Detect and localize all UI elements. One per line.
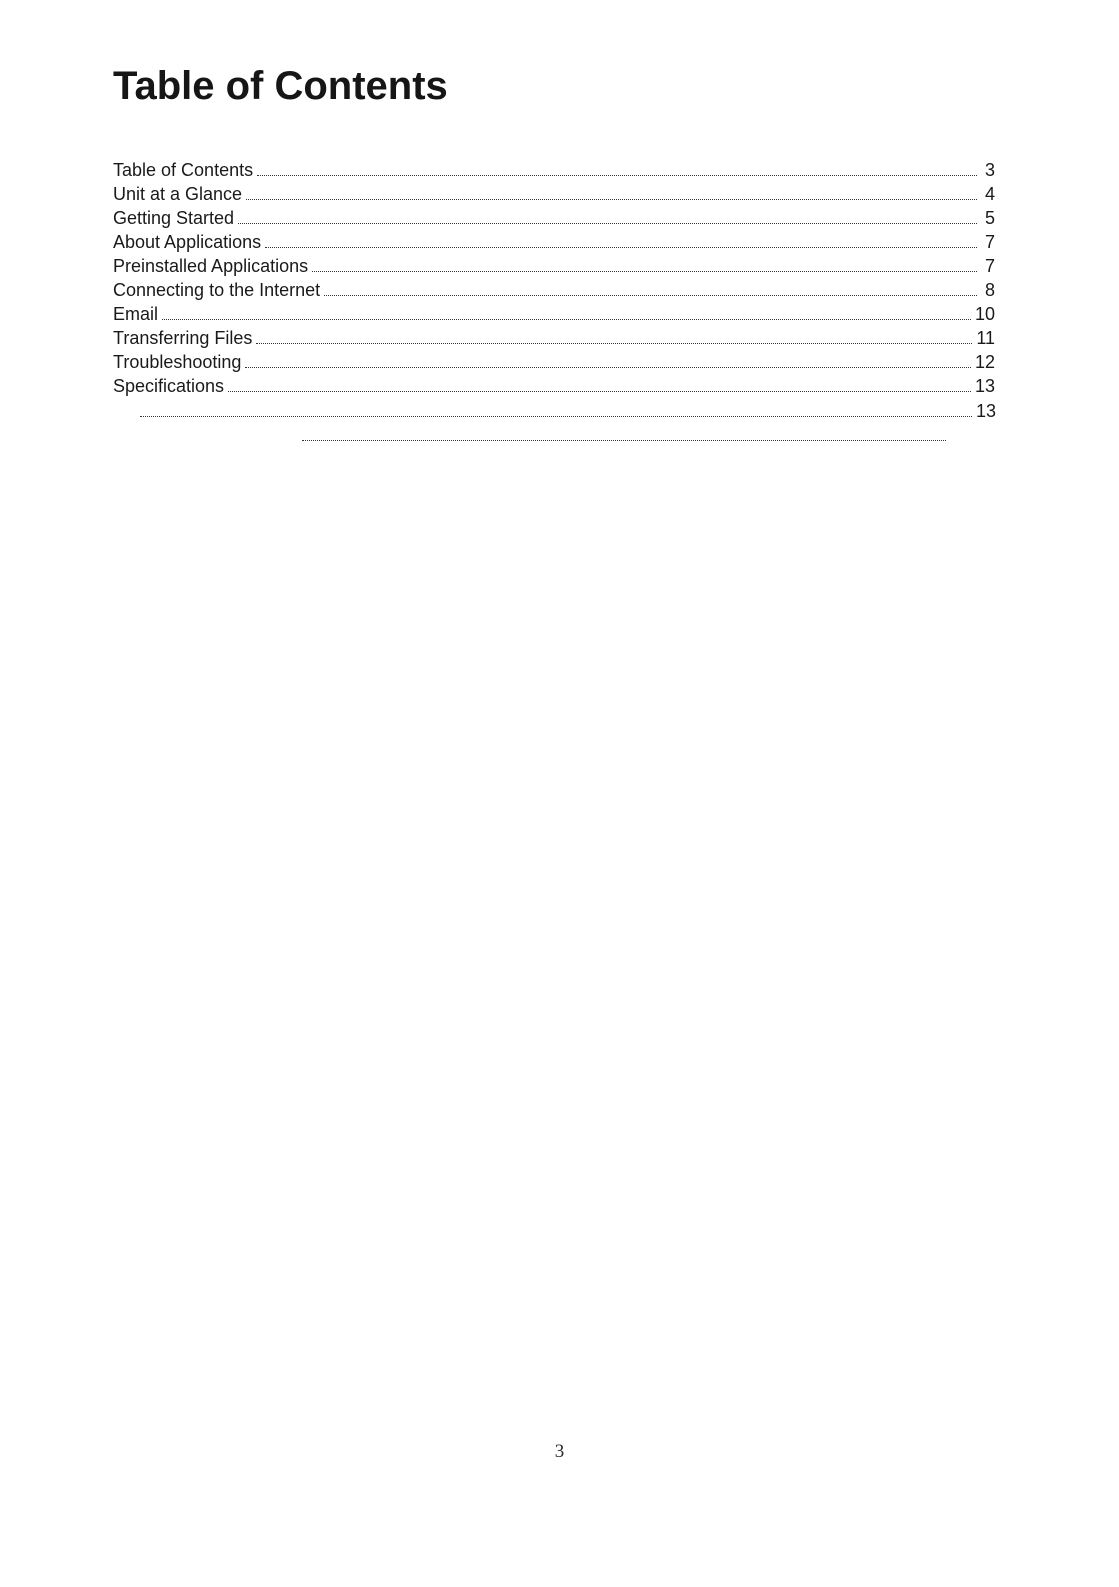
toc-entry-page: 3 (984, 160, 995, 180)
toc-entry-page: 4 (984, 184, 995, 204)
page-title: Table of Contents (113, 64, 448, 108)
toc-entry-preinstalled-applications[interactable] (113, 253, 995, 277)
dot-leader (246, 199, 977, 200)
toc-entry-troubleshooting[interactable] (113, 349, 995, 373)
toc-entry-unit-at-a-glance[interactable] (113, 181, 995, 205)
toc-entry-title: About Applications (113, 232, 262, 252)
dot-leader (257, 175, 977, 176)
toc-entry-title: Connecting to the Internet (113, 280, 321, 300)
toc-entry-specifications[interactable] (113, 373, 995, 397)
toc-entry-page: 13 (974, 376, 995, 396)
toc-entry-connecting-to-the-internet[interactable] (113, 277, 995, 301)
toc-entry-page: 12 (974, 352, 995, 372)
toc-entry-title: Getting Started (113, 208, 235, 228)
toc-entry-page: 7 (984, 232, 995, 252)
toc-entry-table-of-contents[interactable] (113, 157, 995, 181)
toc-entry-page: 8 (984, 280, 995, 300)
toc-entry-getting-started[interactable] (113, 205, 995, 229)
dot-leader (312, 271, 977, 272)
toc-entry-email[interactable] (113, 301, 995, 325)
dot-leader (245, 367, 971, 368)
toc-entry-about-applications[interactable] (113, 229, 995, 253)
toc-entry-title: Preinstalled Applications (113, 256, 309, 276)
dot-leader (228, 391, 971, 392)
toc-entry-page: 5 (984, 208, 995, 228)
toc-entry-title: Unit at a Glance (113, 184, 243, 204)
toc-entry-page: 10 (974, 304, 995, 324)
toc-list (113, 157, 995, 397)
stray-dot-leader (302, 440, 946, 441)
toc-entry-title: Specifications (113, 376, 225, 396)
dot-leader (256, 343, 972, 344)
dot-leader (162, 319, 971, 320)
toc-entry-title: Troubleshooting (113, 352, 242, 372)
toc-orphan-entry (140, 400, 996, 422)
toc-entry-page: 11 (976, 328, 995, 348)
toc-entry-title: Email (113, 304, 159, 324)
toc-entry-title: Transferring Files (113, 328, 253, 348)
dot-leader (140, 416, 972, 417)
dot-leader (238, 223, 977, 224)
toc-entry-transferring-files[interactable] (113, 325, 995, 349)
dot-leader (324, 295, 977, 296)
toc-entry-title: Table of Contents (113, 160, 254, 180)
page-number: 3 (554, 1441, 565, 1462)
toc-entry-page: 13 (975, 401, 996, 421)
toc-entry-page: 7 (984, 256, 995, 276)
dot-leader (265, 247, 977, 248)
